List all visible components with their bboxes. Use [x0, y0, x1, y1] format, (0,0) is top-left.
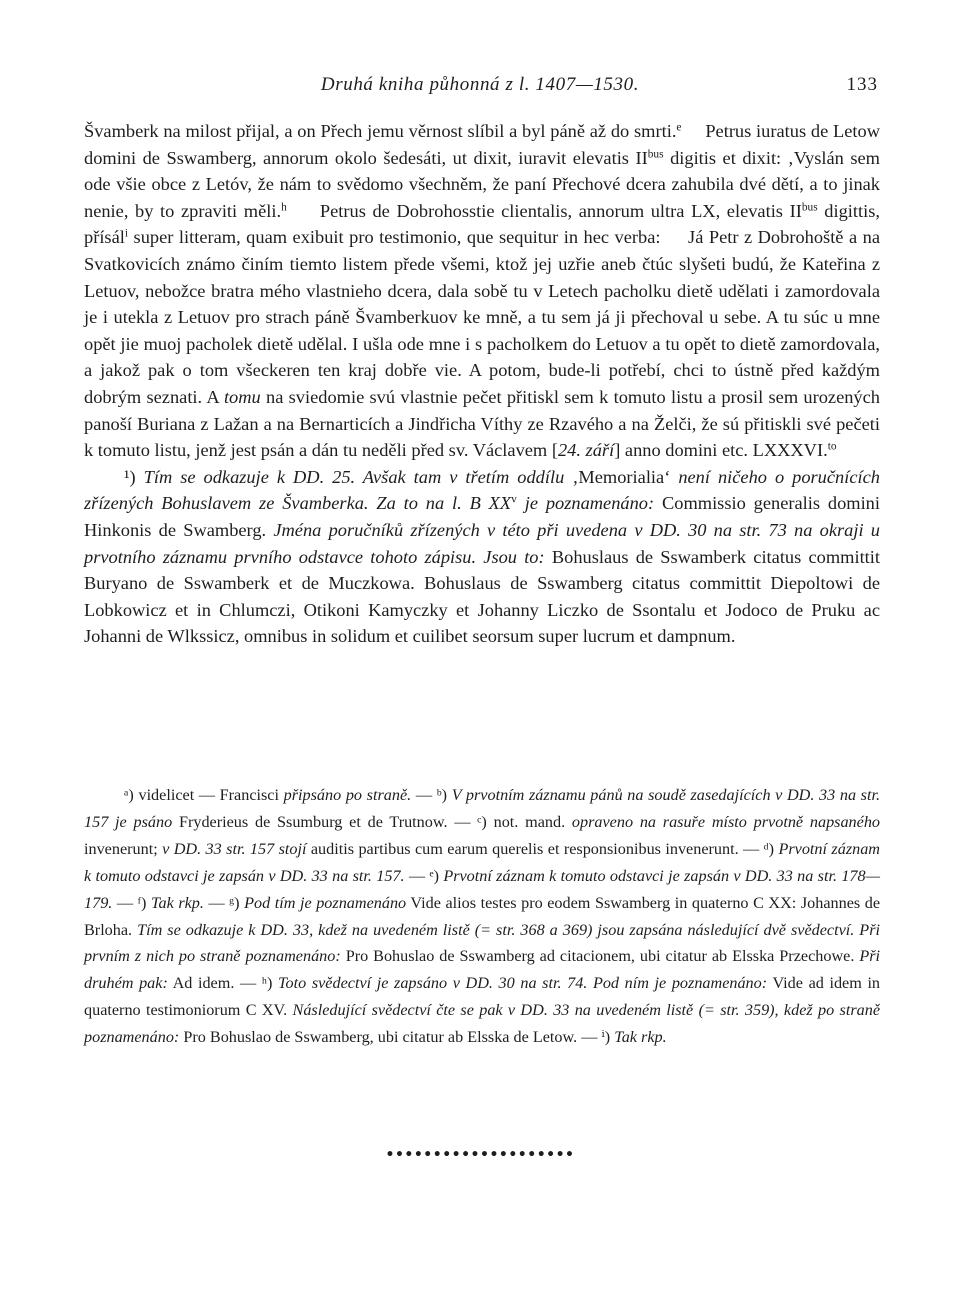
footnote-block	[84, 782, 880, 1051]
superscript: bus	[647, 148, 664, 161]
note-ref: i	[124, 228, 129, 241]
body-text: na sviedomie svú vlastnie pečet přitiskl sem k tomuto listu a prosil sem urozených panoší Buriana z Lažan a na Bernarticích a Jindřicha Víthy ze Rzavého a na Želči, že sú přitiskli své pečeti k tomuto listu, jenž jest psán a dán tu neděli před sv. Václavem [	[84, 386, 880, 461]
italic-text: tomu	[223, 386, 261, 407]
footnote-italic: Tak rkp.	[614, 1028, 667, 1047]
body-text: Já Petr z Dobrohoště a na Svatkovicích známo činím tiemto listem přede všemi, ktož jej uzřie aneb čtúc slyšeti budú, že Kateřina z Letuov, nebožce bratra mého vlastnieho dcera, dala sobě tu v Letech pacholku dietě udělati i zamordovala je i utekla z Letuov pro strach páně Švamberkuov ke mně, a tu sem já ji přechoval u sebe. A tu súc u mne opět jie muoj pacholek dietě udělal. I ušla ode mne i s pacholkem do Letuov a tu opět to dietě zamordovala, a jakož pak o tom všeckeren ten kraj dobře vie. A potom, bude-li potřebí, chci to ústně před každým dobrým seznati. A	[84, 227, 880, 407]
page-number: 133	[846, 74, 878, 95]
body-text: Petrus de Dobrohosstie clientalis, annorum ultra LX, elevatis II	[319, 200, 802, 221]
footnote-italic: Prvotní záznam k tomuto odstavci je zapsán v DD. 33 na str. 157.	[84, 839, 880, 885]
body-text: Petrus iuratus de Letow domini de Sswamberg, annorum okolo šedesáti, ut dixit, iuravit elevatis II	[84, 121, 880, 168]
footnotes	[84, 782, 880, 1051]
footnote-text: Vide alios testes pro eodem Sswamberg in quaterno C XX: Johannes de Brloha.	[84, 893, 881, 939]
footnote-marker: — ᵈ)	[743, 839, 775, 858]
footnote-text: invenerunt;	[84, 839, 158, 858]
footnote-italic: opraveno na rasuře místo prvotně napsaného	[571, 812, 881, 831]
footnote-italic: v DD. 33 str. 157 stojí	[162, 839, 307, 858]
note-ref: h	[281, 201, 287, 214]
italic-text: není ničeho o poručnících zřízených Bohuslavem ze Švamberka. Za to na l. B XX	[84, 466, 880, 514]
footnote-marker: — ᵇ)	[415, 786, 448, 804]
italic-text: je poznamenáno:	[524, 493, 655, 514]
footnote-italic: V prvotním záznamu pánů na soudě zasedajících v DD. 33 na str. 157 je psáno	[84, 786, 881, 831]
note-ref: to	[827, 440, 837, 453]
footnote-text: Fryderieus de Ssumburg et de Trutnow.	[178, 812, 448, 831]
superscript: v	[511, 494, 517, 507]
footnote-text: Pro Bohuslao de Sswamberg ad citacionem, ubi citatur ab Elsska Przechowe.	[345, 947, 855, 966]
body-text: digitis et dixit: ‚Vyslán sem ode všie obce z Letóv, že nám to svědomo všechněm, že paní Přechové dcera zahubila dvé dětí, a to jinak nenie, by to zpraviti měli.	[84, 147, 880, 221]
footnote-marker: ᵃ)	[124, 786, 134, 804]
note-ref: e	[676, 121, 682, 134]
footnote-italic: Tím se odkazuje k DD. 33, kdež na uvedeném listě (= str. 368 a 369) jsou zapsána následující dvě svědectví. Při prvním z nich po straně poznamenáno:	[84, 920, 880, 966]
footnote-text: videlicet — Francisci	[138, 786, 279, 804]
footnote-italic: Pod tím je poznamenáno	[244, 893, 407, 912]
footnote-italic: Tak rkp.	[150, 893, 204, 912]
footnote-marker: — ᵍ)	[208, 893, 240, 912]
footnote-text: Pro Bohuslao de Sswamberg, ubi citatur ab Elsska de Letow.	[183, 1028, 578, 1047]
footnote-marker: — ᵉ)	[408, 866, 439, 885]
footnote-marker: — ᶠ)	[116, 893, 147, 912]
footnote-marker: — ⁱ)	[581, 1028, 611, 1047]
footnote-marker: ¹)	[124, 466, 136, 487]
footnote-italic: Toto svědectví je zapsáno v DD. 30 na str. 74. Pod ním je poznamenáno:	[278, 974, 768, 993]
footnote-italic: Prvotní záznam k tomuto odstavci je zapsán v DD. 33 na str. 178—179.	[84, 866, 881, 912]
footnote-italic: Při druhém pak:	[84, 947, 881, 993]
footnote-text: Vide ad idem in quaterno testimoniorum C XV.	[84, 974, 881, 1020]
date-italic: 24. září	[557, 440, 615, 461]
body-text: Bohuslaus de Sswamberk citatus committit Buryano de Sswamberk et de Muczkowa. Bohuslaus de Sswamberg citatus committit Diepoltowi de Lobkowicz et in Chlumczi, Otikoni Kamyczky et Johanny Liczko de Ssontalu et Jodoco de Pruku ac Johanni de Wlkssicz, omnibus in solidum et cuilibet seorsum super lucrum et dampnum.	[84, 546, 881, 647]
footnote-italic: Následující svědectví čte se pak v DD. 33 na uvedeném listě (= str. 359), kdež po straně poznamenáno:	[84, 1001, 880, 1047]
running-title: Druhá kniha půhonná z l. 1407—1530.	[320, 74, 640, 95]
footnote-marker: — ʰ)	[240, 974, 273, 993]
italic-text: Tím se odkazuje k DD. 25. Avšak tam v třetím oddílu	[143, 466, 565, 487]
end-ornament: ••••••••••••••••••••	[385, 1147, 575, 1163]
body-text: ] anno domini etc. LXXXVI.	[614, 440, 828, 461]
footnote-text: auditis partibus cum earum querelis et responsionibus invenerunt.	[310, 839, 739, 858]
body-text: ‚Memorialia‘	[572, 466, 671, 487]
body-text: super litteram, quam exibuit pro testimonio, que sequitur in hec verba:	[133, 227, 661, 248]
footnote-italic: připsáno po straně.	[283, 786, 412, 804]
superscript: bus	[801, 201, 818, 214]
footnote-text: Ad idem.	[172, 974, 235, 993]
body-text: Švamberk na milost přijal, a on Přech jemu věrnost slíbil a byl páně až do smrti.	[84, 121, 677, 141]
main-text	[84, 118, 880, 650]
body-text: Commissio generalis domini Hinkonis de Swamberg.	[84, 493, 880, 540]
main-footnote	[84, 464, 880, 650]
footnote-marker: — ᶜ)	[454, 812, 487, 831]
running-head	[0, 74, 960, 100]
italic-text: Jména poručníků zřízených v této při uvedena v DD. 30 na str. 73 na okraji u prvotního záznamu prvního odstavce tohoto zápisu. Jsou to:	[84, 519, 880, 567]
footnote-text: not. mand.	[493, 812, 566, 831]
body-text: digittis, přísál	[84, 200, 880, 248]
body-paragraph	[84, 118, 880, 464]
